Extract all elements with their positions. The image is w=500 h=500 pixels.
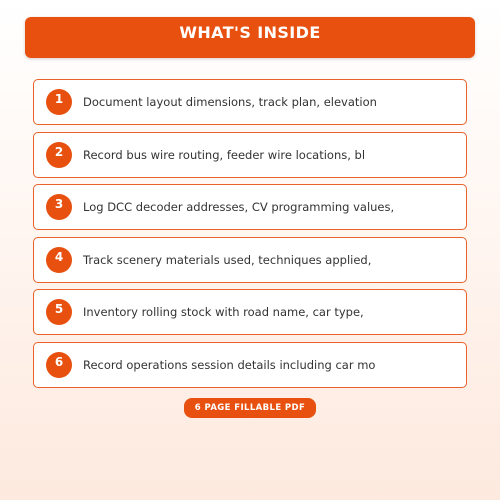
item-description: Inventory rolling stock with road name, car type, (83, 305, 364, 319)
list-item (33, 79, 467, 125)
item-description: Record operations session details including car mo (83, 357, 376, 372)
list-item (33, 289, 467, 335)
item-number-badge: 1 (46, 89, 72, 115)
list-item (33, 132, 467, 178)
item-description: Track scenery materials used, techniques applied, (83, 252, 372, 267)
contents-list (33, 79, 467, 394)
list-item (33, 342, 467, 388)
page-title: WHAT'S INSIDE (179, 23, 321, 42)
item-number-badge: 4 (46, 247, 72, 273)
list-item (33, 237, 467, 283)
list-item (33, 184, 467, 230)
item-description: Log DCC decoder addresses, CV programming values, (83, 200, 395, 214)
format-badge: 6 PAGE FILLABLE PDF (184, 398, 316, 418)
item-description: Record bus wire routing, feeder wire locations, bl (83, 147, 366, 162)
item-description: Document layout dimensions, track plan, elevation (83, 95, 377, 109)
item-number-badge: 6 (46, 352, 72, 378)
item-number-badge: 5 (46, 299, 72, 325)
item-number-badge: 3 (46, 194, 72, 220)
item-number-badge: 2 (46, 142, 72, 168)
header-banner (25, 17, 475, 58)
